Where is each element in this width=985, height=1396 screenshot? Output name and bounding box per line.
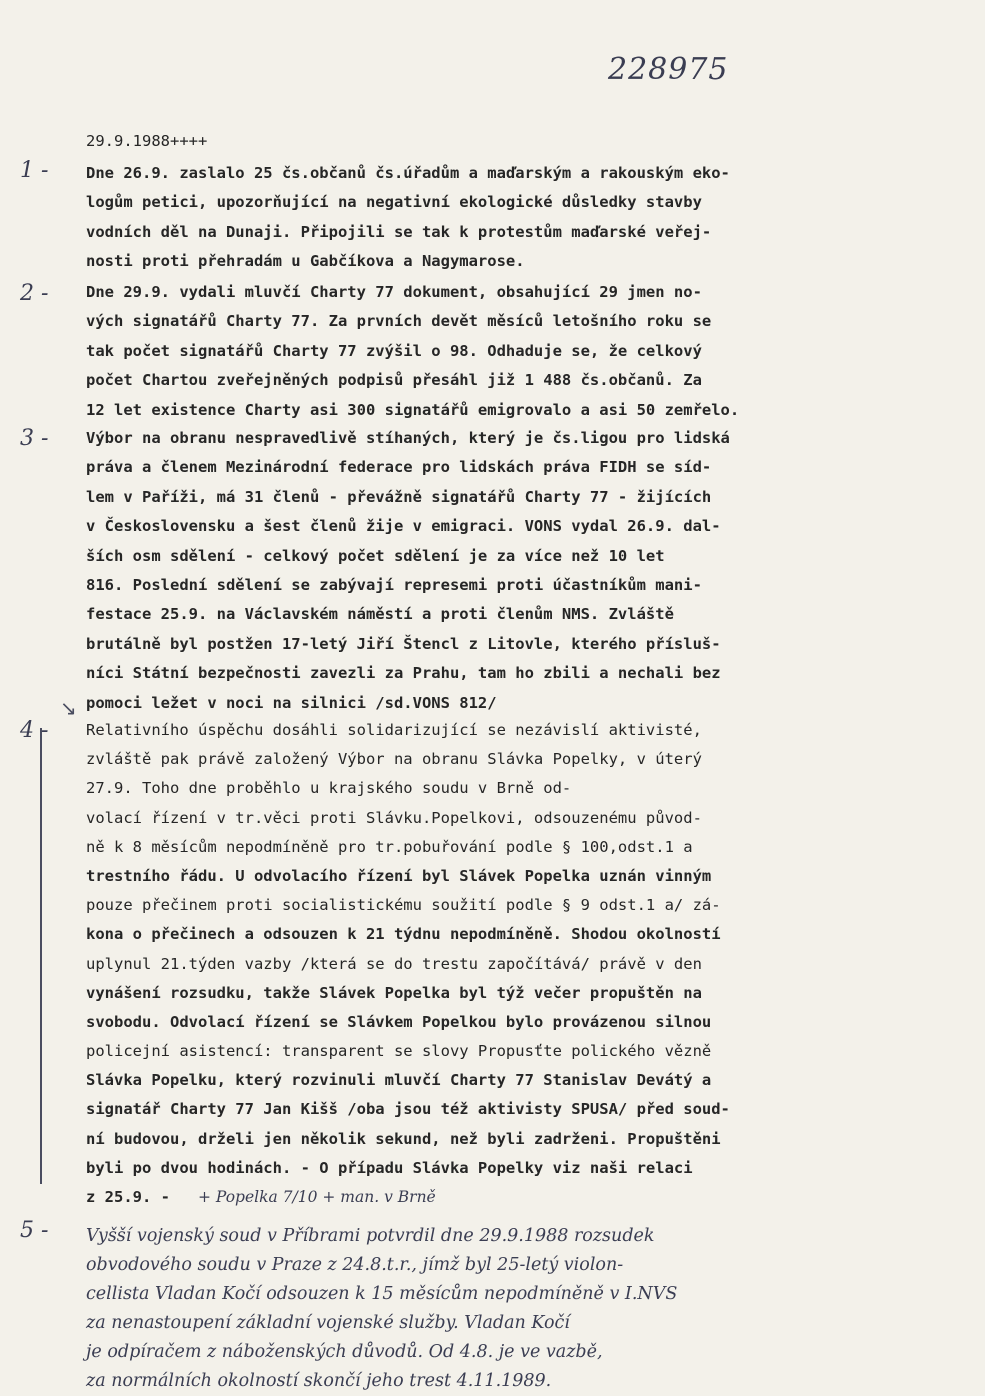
date-line: 29.9.1988++++ [86,132,208,150]
text-line: Relativního úspěchu dosáhli solidarizující se nezávislí aktivisté, [86,721,702,739]
text-line: ně k 8 měsícům nepodmíněně pro tr.pobuřování podle § 100,odst.1 a [86,837,693,856]
handwritten-line: za normálních okolností skončí jeho trest 4.11.1989. [86,1371,552,1391]
text-line: byli po dvou hodinách. - O případu Slávka Popelky viz naši relaci [86,1158,693,1177]
paragraph-marker-1: 1 - [20,158,49,183]
text-line: brutálně byl postžen 17-letý Jiří Štencl z Litovle, kterého přísluš- [86,634,721,653]
text-line: zvláště pak právě založený Výbor na obranu Slávka Popelky, v úterý [86,750,702,769]
text-line: vodních děl na Dunaji. Připojili se tak k protestům maďarské veřej- [86,222,712,241]
text-line [86,1183,936,1212]
archive-number: 228975 [608,52,729,87]
text-line: logům petici, upozorňující na negativní ekologické důsledky stavby [86,193,702,212]
text-line: 12 let existence Charty asi 300 signatářů emigrovalo a asi 50 zemřelo. [86,400,740,419]
margin-bracket [40,728,50,1184]
handwritten-line: obvodového soudu v Praze z 24.8.t.r., jímž byl 25-letý violon- [86,1255,624,1275]
text-line: ní budovou, drželi jen několik sekund, než byli zadrženi. Propuštěni [86,1129,721,1148]
paragraph-4 [86,716,936,1212]
handwritten-note: + Popelka 7/10 + man. v Brně [198,1188,436,1206]
paragraph-5-handwritten [86,1222,966,1396]
text-line: vynášení rozsudku, takže Slávek Popelka byl týž večer propuštěn na [86,983,702,1002]
paragraph-marker-4: 4 - [20,718,49,743]
text-line: Slávka Popelku, který rozvinuli mluvčí Charty 77 Stanislav Devátý a [86,1071,712,1090]
handwritten-line: cellista Vladan Kočí odsouzen k 15 měsícům nepodmíněně v I.NVS [86,1284,678,1304]
text-line: kona o přečinech a odsouzen k 21 týdnu nepodmíněně. Shodou okolností [86,925,721,944]
text-line: lem v Paříži, má 31 členů - převážně signatářů Charty 77 - žijících [86,487,712,506]
text-line: v Československu a šest členů žije v emigraci. VONS vydal 26.9. dal- [86,517,721,536]
text-line: svobodu. Odvolací řízení se Slávkem Popelkou bylo provázenou silnou [86,1012,712,1031]
text-line: pomoci ležet v noci na silnici /sd.VONS 812/ [86,693,497,712]
text-line: volací řízení v tr.věci proti Slávku.Popelkovi, odsouzenému původ- [86,808,702,827]
text-line: níci Státní bezpečnosti zavezli za Prahu, tam ho zbili a nechali bez [86,664,721,683]
text-line: vých signatářů Charty 77. Za prvních devět měsíců letošního roku se [86,312,712,331]
text-line: Dne 26.9. zaslalo 25 čs.občanů čs.úřadům a maďarským a rakouským eko- [86,164,730,182]
text-line: nosti proti přehradám u Gabčíkova a Nagymarose. [86,252,525,271]
text-line: tak počet signatářů Charty 77 zvýšil o 98. Odhaduje se, že celkový [86,341,702,360]
paragraph-marker-2: 2 - [20,281,49,306]
handwritten-line: Vyšší vojenský soud v Příbrami potvrdil dne 29.9.1988 rozsudek [86,1226,655,1246]
text-line: policejní asistencí: transparent se slovy Propusťte polického vězně [86,1042,712,1061]
text-line: Výbor na obranu nespravedlivě stíhaných, který je čs.ligou pro lidská [86,429,730,447]
text-line: festace 25.9. na Václavském náměstí a proti členům NMS. Zvláště [86,605,674,624]
text-line: počet Chartou zveřejněných podpisů přesáhl již 1 488 čs.občanů. Za [86,371,702,390]
margin-arrow-icon: ↘ [60,696,77,720]
text-line: ších osm sdělení - celkový počet sdělení je za více než 10 let [86,546,665,565]
handwritten-line: je odpíračem z náboženských důvodů. Od 4.8. je ve vazbě, [86,1342,603,1362]
text-line: Dne 29.9. vydali mluvčí Charty 77 dokument, obsahující 29 jmen no- [86,283,702,301]
text-line: uplynul 21.týden vazby /která se do trestu započítává/ právě v den [86,954,702,973]
paragraph-2 [86,278,936,425]
text-line: 27.9. Toho dne proběhlo u krajského soudu v Brně od- [86,779,572,798]
paragraph-marker-3: 3 - [20,426,49,451]
text-line: práva a členem Mezinárodní federace pro lidskách práva FIDH se síd- [86,458,712,477]
text-line: pouze přečinem proti socialistickému soužití podle § 9 odst.1 a/ zá- [86,896,721,915]
text-line-end: z 25.9. - [86,1188,170,1206]
text-line: 816. Poslední sdělení se zabývají represemi proti účastníkům mani- [86,575,702,594]
paragraph-1 [86,159,936,277]
text-line: trestního řádu. U odvolacího řízení byl Slávek Popelka uznán vinným [86,866,712,885]
paragraph-marker-5: 5 - [20,1218,49,1243]
paragraph-3 [86,424,936,718]
handwritten-line: za nenastoupení základní vojenské služby. Vladan Kočí [86,1313,570,1333]
text-line: signatář Charty 77 Jan Kišš /oba jsou též aktivisty SPUSA/ před soud- [86,1100,730,1119]
